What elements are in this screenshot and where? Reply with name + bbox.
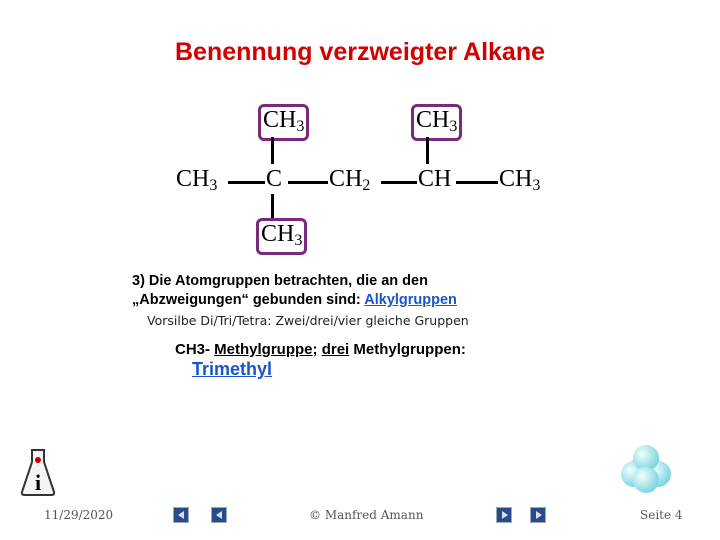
group-label: CH <box>329 166 363 192</box>
drei-term: drei <box>321 341 350 358</box>
prefix-note: Vorsilbe Di/Tri/Tetra: Zwei/drei/vier gleiche Gruppen <box>147 313 469 328</box>
bond-horizontal <box>288 181 328 184</box>
nav-previous-button[interactable] <box>211 507 227 523</box>
bond-vertical <box>271 137 274 164</box>
footer-copyright: © Manfred Amann <box>309 508 424 522</box>
step-line-2 <box>132 291 457 310</box>
flask-info-icon <box>20 448 56 496</box>
nav-first-button[interactable] <box>173 507 189 523</box>
nav-last-button[interactable] <box>530 507 546 523</box>
bond-horizontal <box>228 181 265 184</box>
group-label: CH <box>263 107 297 133</box>
methyl-prefix: CH3- <box>175 341 215 358</box>
step-line-2-text: „Abzweigungen“ gebunden sind: <box>132 292 365 308</box>
bond-horizontal <box>381 181 417 184</box>
group-subscript: 2 <box>362 177 371 194</box>
group-label: CH <box>499 166 533 192</box>
group-subscript: 3 <box>209 177 218 194</box>
svg-text:i: i <box>34 470 42 495</box>
group-label: CH <box>418 166 452 192</box>
methane-molecule-icon <box>618 444 674 496</box>
footer-date: 11/29/2020 <box>44 508 114 522</box>
slide-title: Benennung verzweigter Alkane <box>175 38 545 66</box>
alkylgruppen-term: Alkylgruppen <box>364 292 457 308</box>
methyl-suffix: Methylgruppen: <box>349 341 466 358</box>
substituent-top-left <box>258 104 309 141</box>
chain-atom-3 <box>329 166 370 195</box>
chain-atom-1 <box>176 166 217 195</box>
result-trimethyl: Trimethyl <box>192 359 273 379</box>
chain-atom-4 <box>418 166 451 193</box>
group-subscript: 3 <box>294 232 303 249</box>
substituent-bottom <box>256 218 307 255</box>
substituent-top-right <box>411 104 462 141</box>
bond-horizontal <box>456 181 498 184</box>
bond-vertical <box>271 194 274 218</box>
bond-vertical <box>426 137 429 164</box>
group-label: C <box>266 166 283 192</box>
group-label: CH <box>416 107 450 133</box>
methylgruppe-term: Methylgruppe <box>214 341 313 358</box>
chain-atom-2 <box>266 166 282 193</box>
chain-atom-5 <box>499 166 540 195</box>
group-subscript: 3 <box>532 177 541 194</box>
footer-page-number: Seite 4 <box>640 508 683 522</box>
step-line-1: 3) Die Atomgruppen betrachten, die an den <box>132 273 428 289</box>
nav-next-button[interactable] <box>496 507 512 523</box>
group-label: CH <box>176 166 210 192</box>
group-label: CH <box>261 221 295 247</box>
methyl-explanation <box>175 341 466 358</box>
group-subscript: 3 <box>296 118 305 135</box>
methyl-separator: ; <box>312 341 322 358</box>
step-description <box>132 272 457 310</box>
group-subscript: 3 <box>449 118 458 135</box>
